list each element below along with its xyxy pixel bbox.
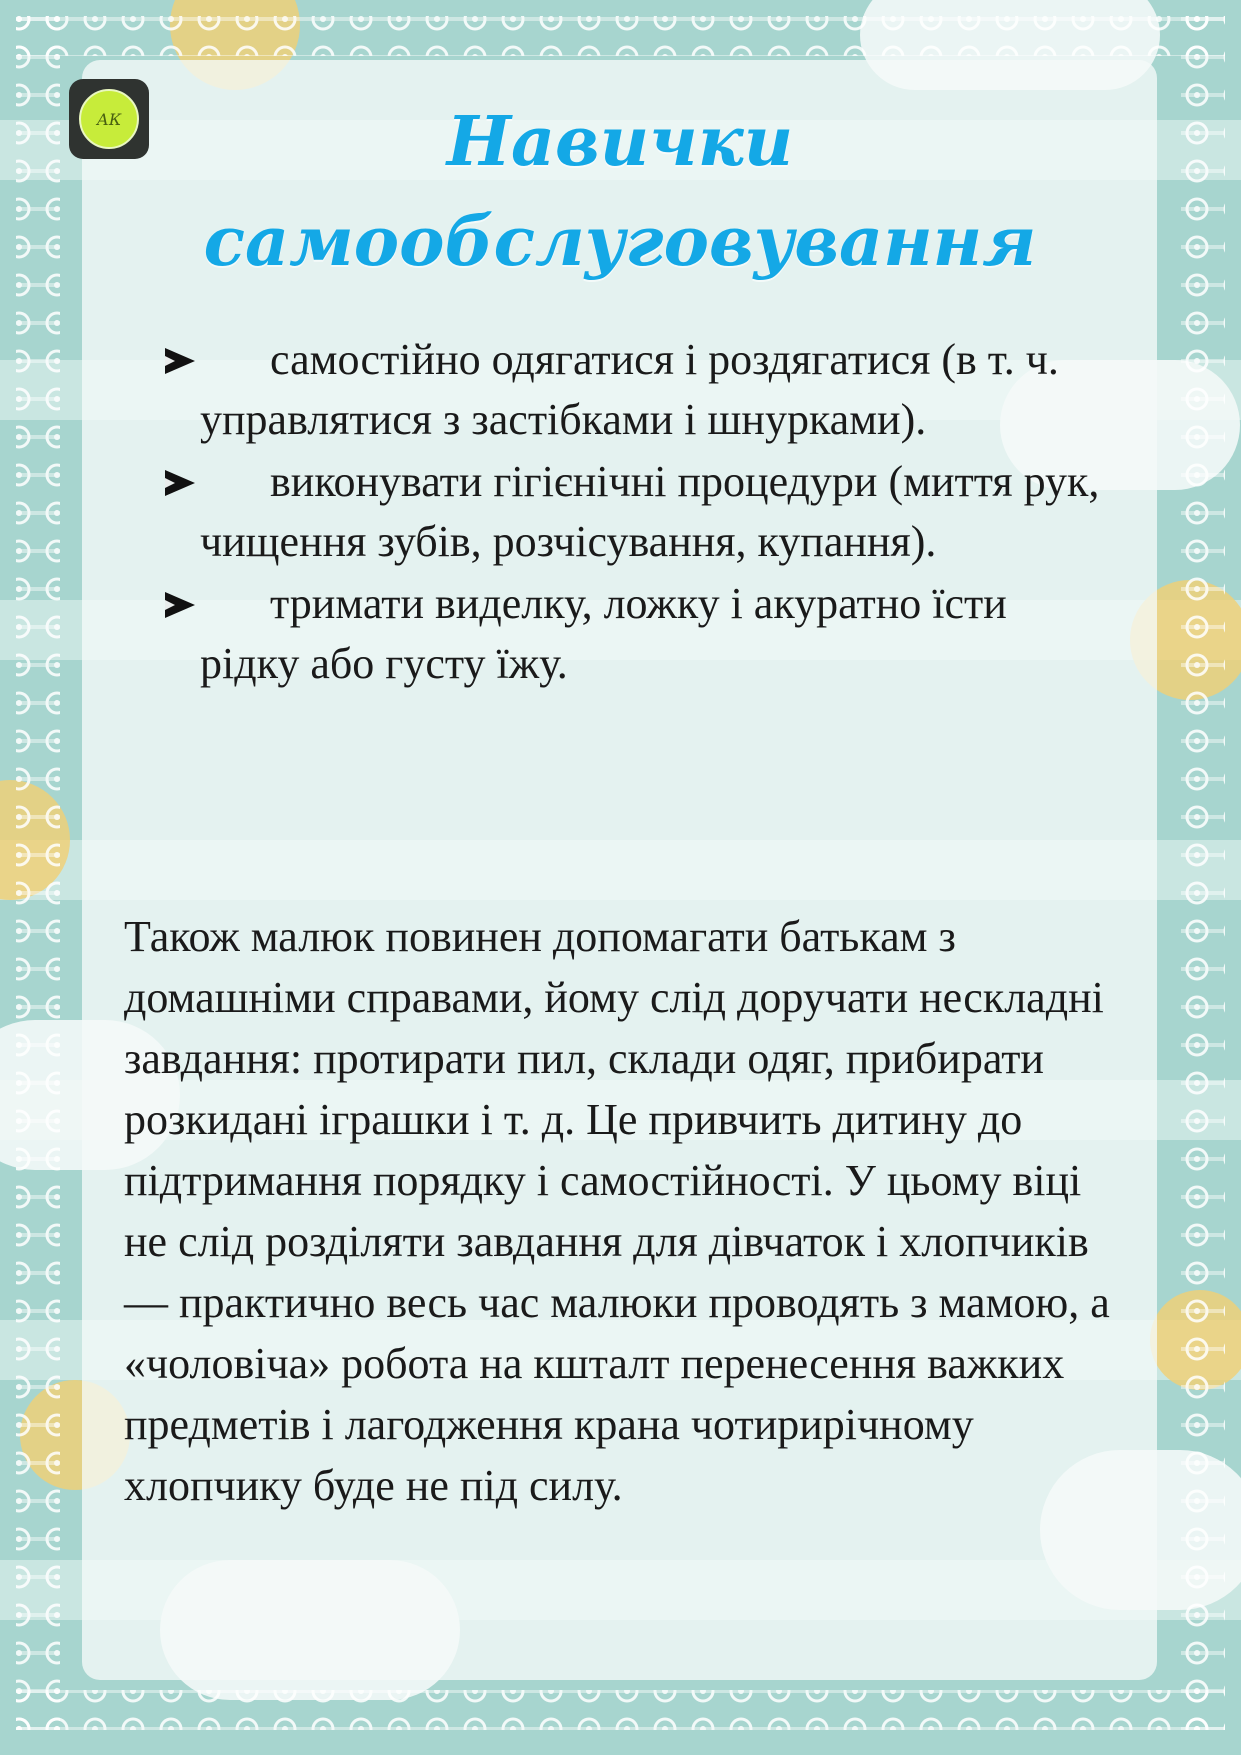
logo-icon (69, 79, 149, 159)
bullet-arrow-icon (165, 592, 195, 618)
logo-badge (79, 89, 139, 149)
list-item-text: виконувати гігієнічні процедури (миття рук, чищення зубів, розчісування, купання). (200, 457, 1100, 566)
list-item (165, 330, 1105, 450)
sun (0, 780, 70, 900)
bullet-arrow-icon (165, 470, 195, 496)
list-item (165, 452, 1105, 572)
title-line-2: самообслуговування (203, 202, 1037, 282)
list-item-text: тримати виделку, ложку і акуратно їсти рідку або густу їжу. (200, 579, 1007, 688)
body-paragraph: Також малюк повинен допомагати батькам з домашніми справами, йому слід доручати нескладні завдання: протирати пил, склади одяг, прибирати розкидані іграшки і т. д. Це привчить дитину до підтримання порядку і самостійності. У цьому віці не слід розділяти завдання для дівчаток і хлопчиків — практично весь час малюки проводять з мамою, а «чоловіча» робота на кшталт перенесення важких предметів і лагодження крана чотирирічному хлопчику буде не під силу. (124, 912, 1110, 1510)
sun (1150, 1290, 1241, 1390)
skills-list (165, 330, 1105, 696)
list-item-text: самостійно одягатися і роздягатися (в т. ч. управлятися з застібками і шнурками). (200, 335, 1059, 444)
list-item (165, 574, 1105, 694)
title-line-1: Навички (446, 102, 794, 182)
page-title (160, 92, 1080, 292)
logo-text: АК (96, 109, 122, 129)
bullet-arrow-icon (165, 348, 195, 374)
